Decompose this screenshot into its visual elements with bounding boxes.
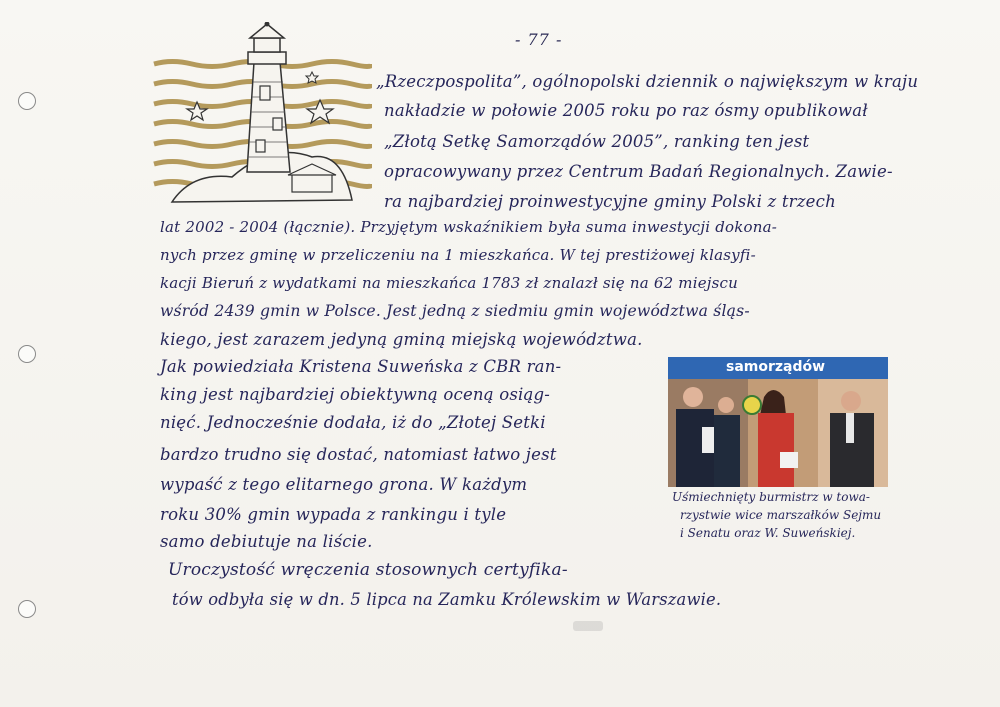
page-number: - 77 -: [515, 30, 563, 49]
text-line: wśród 2439 gmin w Polsce. Jest jedną z siedmiu gmin województwa śląs-: [160, 302, 750, 320]
photo-caption-line: Uśmiechnięty burmistrz w towa-: [672, 490, 870, 504]
text-line: king jest najbardziej obiektywną oceną osiąg-: [160, 385, 551, 404]
text-line: samo debiutuje na liście.: [160, 532, 373, 551]
text-line: „Rzeczpospolita”, ogólnopolski dziennik o największym w kraju: [376, 72, 919, 91]
text-line: opracowywany przez Centrum Badań Regionalnych. Zawie-: [384, 162, 893, 181]
photo-caption-line: rzystwie wice marszałków Sejmu: [680, 508, 882, 522]
text-line: nięć. Jednocześnie dodała, iż do „Złotej Setki: [160, 413, 546, 432]
binder-hole-icon: [18, 600, 36, 618]
binder-hole-icon: [18, 345, 36, 363]
photo-caption-line: i Senatu oraz W. Suweńskiej.: [680, 526, 856, 540]
text-line: Uroczystość wręczenia stosownych certyfika-: [168, 560, 568, 580]
ceremony-photo: [668, 357, 888, 487]
text-line: Jak powiedziała Kristena Suweńska z CBR ran-: [160, 357, 562, 376]
text-line: tów odbyła się w dn. 5 lipca na Zamku Królewskim w Warszawie.: [172, 590, 722, 609]
text-line: roku 30% gmin wypada z rankingu i tyle: [160, 505, 507, 524]
text-line: wypaść z tego elitarnego grona. W każdym: [160, 475, 528, 494]
text-line: nakładzie w połowie 2005 roku po raz ósmy opublikował: [384, 101, 868, 120]
text-line: nych przez gminę w przeliczeniu na 1 mieszkańca. W tej prestiżowej klasyfi-: [160, 246, 756, 264]
text-line: bardzo trudno się dostać, natomiast łatwo jest: [160, 445, 557, 464]
lighthouse-drawing-icon: [152, 22, 372, 207]
text-line: ra najbardziej proinwestycyjne gminy Polski z trzech: [384, 192, 836, 211]
text-line: lat 2002 - 2004 (łącznie). Przyjętym wskaźnikiem była suma inwestycji dokona-: [160, 218, 778, 236]
text-line: kiego, jest zarazem jedyną gminą miejską województwa.: [160, 330, 643, 349]
text-line: „Złotą Setkę Samorządów 2005”, ranking ten jest: [384, 132, 810, 151]
text-line: kacji Bieruń z wydatkami na mieszkańca 1783 zł znalazł się na 62 miejscu: [160, 274, 738, 292]
photo-banner-text: samorządów: [726, 359, 826, 375]
faint-stamp: [573, 621, 603, 631]
binder-hole-icon: [18, 92, 36, 110]
